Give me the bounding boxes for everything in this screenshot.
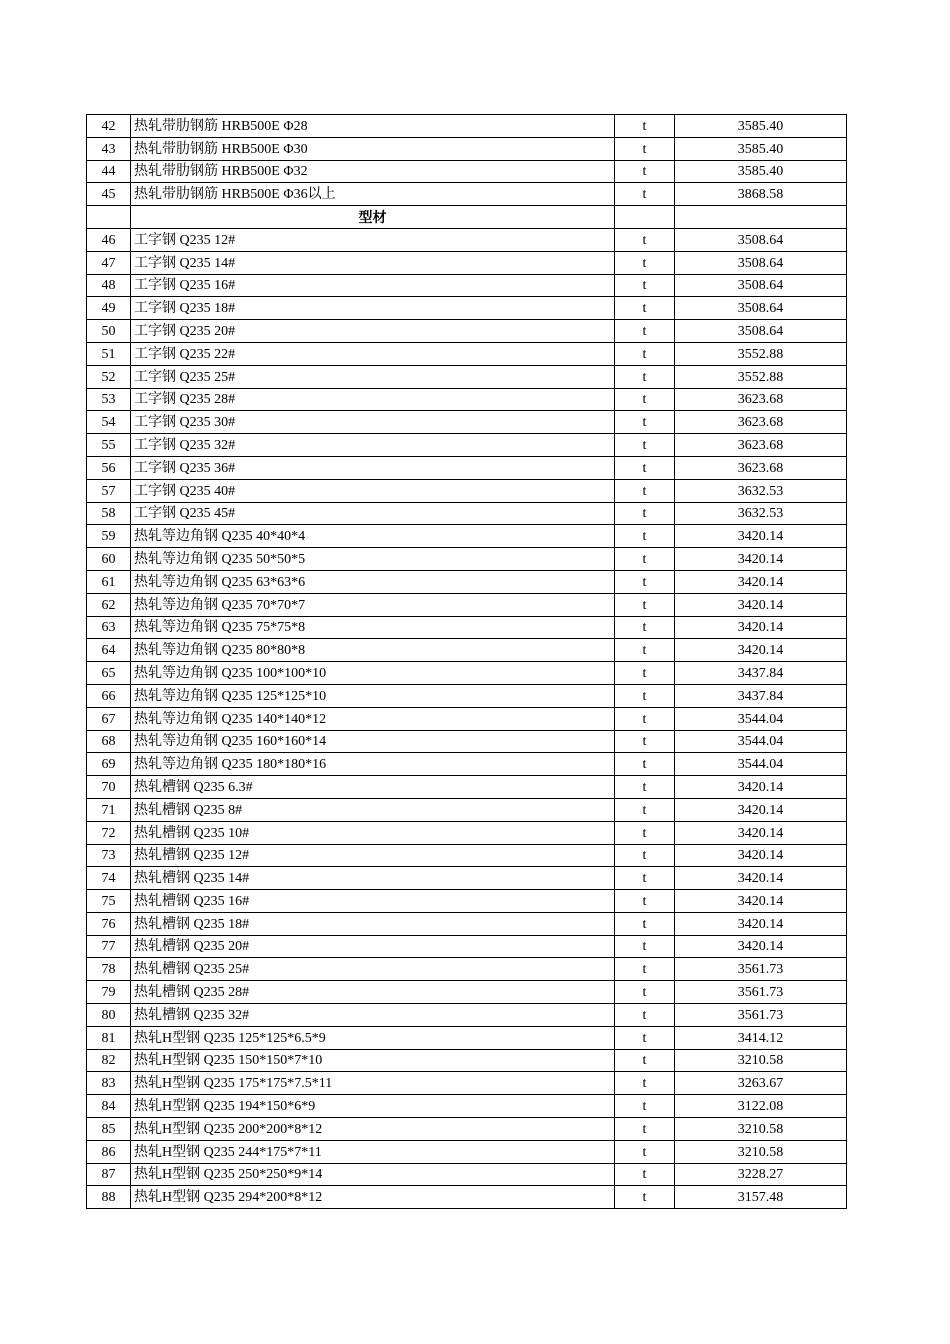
item-unit: t	[615, 1140, 675, 1163]
item-price: 3420.14	[675, 616, 847, 639]
item-price: 3508.64	[675, 274, 847, 297]
item-price: 3544.04	[675, 730, 847, 753]
table-row	[87, 707, 847, 730]
table-row	[87, 115, 847, 138]
item-name: 热轧等边角钢 Q235 80*80*8	[131, 639, 615, 662]
item-price: 3228.27	[675, 1163, 847, 1186]
price-table-body	[87, 115, 847, 1209]
item-unit: t	[615, 1163, 675, 1186]
item-name: 工字钢 Q235 20#	[131, 320, 615, 343]
price-table	[86, 114, 847, 1209]
row-number: 62	[87, 593, 131, 616]
item-price: 3210.58	[675, 1140, 847, 1163]
item-unit: t	[615, 616, 675, 639]
item-price: 3561.73	[675, 981, 847, 1004]
item-name: 热轧等边角钢 Q235 125*125*10	[131, 684, 615, 707]
item-name: 热轧槽钢 Q235 10#	[131, 821, 615, 844]
item-name: 工字钢 Q235 36#	[131, 456, 615, 479]
item-name: 工字钢 Q235 16#	[131, 274, 615, 297]
item-price: 3585.40	[675, 160, 847, 183]
table-row	[87, 160, 847, 183]
item-price: 3420.14	[675, 525, 847, 548]
row-number: 61	[87, 570, 131, 593]
row-number: 87	[87, 1163, 131, 1186]
item-unit: t	[615, 1072, 675, 1095]
item-name: 热轧H型钢 Q235 194*150*6*9	[131, 1095, 615, 1118]
item-unit: t	[615, 730, 675, 753]
item-name: 热轧等边角钢 Q235 75*75*8	[131, 616, 615, 639]
row-number: 72	[87, 821, 131, 844]
table-row	[87, 935, 847, 958]
item-name: 热轧槽钢 Q235 16#	[131, 890, 615, 913]
item-name: 热轧带肋钢筋 HRB500E Φ36以上	[131, 183, 615, 206]
item-price: 3623.68	[675, 456, 847, 479]
item-name: 工字钢 Q235 12#	[131, 228, 615, 251]
table-row	[87, 1095, 847, 1118]
table-row	[87, 639, 847, 662]
table-row	[87, 1072, 847, 1095]
item-name: 热轧等边角钢 Q235 160*160*14	[131, 730, 615, 753]
item-price: 3420.14	[675, 548, 847, 571]
row-number: 49	[87, 297, 131, 320]
section-unit-cell	[615, 206, 675, 229]
table-row	[87, 730, 847, 753]
item-price: 3420.14	[675, 798, 847, 821]
item-unit: t	[615, 798, 675, 821]
item-price: 3210.58	[675, 1118, 847, 1141]
item-unit: t	[615, 365, 675, 388]
item-name: 热轧槽钢 Q235 28#	[131, 981, 615, 1004]
row-number: 60	[87, 548, 131, 571]
item-unit: t	[615, 1049, 675, 1072]
row-number: 69	[87, 753, 131, 776]
item-name: 热轧槽钢 Q235 8#	[131, 798, 615, 821]
item-price: 3420.14	[675, 639, 847, 662]
item-price: 3561.73	[675, 1004, 847, 1027]
table-row	[87, 434, 847, 457]
row-number: 59	[87, 525, 131, 548]
item-name: 热轧H型钢 Q235 150*150*7*10	[131, 1049, 615, 1072]
item-unit: t	[615, 115, 675, 138]
item-price: 3420.14	[675, 867, 847, 890]
item-price: 3210.58	[675, 1049, 847, 1072]
item-name: 工字钢 Q235 30#	[131, 411, 615, 434]
row-number: 50	[87, 320, 131, 343]
table-row	[87, 1118, 847, 1141]
row-number: 82	[87, 1049, 131, 1072]
item-name: 工字钢 Q235 14#	[131, 251, 615, 274]
table-row	[87, 1186, 847, 1209]
item-name: 热轧H型钢 Q235 250*250*9*14	[131, 1163, 615, 1186]
table-row	[87, 662, 847, 685]
item-name: 热轧等边角钢 Q235 100*100*10	[131, 662, 615, 685]
table-row	[87, 183, 847, 206]
item-price: 3420.14	[675, 912, 847, 935]
item-price: 3420.14	[675, 935, 847, 958]
item-price: 3437.84	[675, 684, 847, 707]
item-name: 热轧H型钢 Q235 200*200*8*12	[131, 1118, 615, 1141]
item-name: 热轧H型钢 Q235 294*200*8*12	[131, 1186, 615, 1209]
item-price: 3508.64	[675, 320, 847, 343]
item-price: 3623.68	[675, 411, 847, 434]
item-price: 3508.64	[675, 251, 847, 274]
table-row	[87, 137, 847, 160]
item-name: 工字钢 Q235 40#	[131, 479, 615, 502]
item-unit: t	[615, 1095, 675, 1118]
item-unit: t	[615, 388, 675, 411]
row-number: 52	[87, 365, 131, 388]
table-row	[87, 228, 847, 251]
item-price: 3420.14	[675, 844, 847, 867]
item-unit: t	[615, 342, 675, 365]
row-number: 53	[87, 388, 131, 411]
item-name: 热轧等边角钢 Q235 140*140*12	[131, 707, 615, 730]
item-unit: t	[615, 639, 675, 662]
item-name: 工字钢 Q235 18#	[131, 297, 615, 320]
item-unit: t	[615, 1118, 675, 1141]
table-row	[87, 388, 847, 411]
item-price: 3552.88	[675, 365, 847, 388]
table-row	[87, 1049, 847, 1072]
item-price: 3561.73	[675, 958, 847, 981]
row-number: 47	[87, 251, 131, 274]
row-number: 68	[87, 730, 131, 753]
item-name: 热轧H型钢 Q235 244*175*7*11	[131, 1140, 615, 1163]
row-number: 46	[87, 228, 131, 251]
item-unit: t	[615, 137, 675, 160]
row-number: 43	[87, 137, 131, 160]
table-row	[87, 821, 847, 844]
item-unit: t	[615, 753, 675, 776]
item-unit: t	[615, 684, 675, 707]
item-name: 热轧等边角钢 Q235 180*180*16	[131, 753, 615, 776]
row-number: 75	[87, 890, 131, 913]
item-price: 3508.64	[675, 297, 847, 320]
item-unit: t	[615, 958, 675, 981]
row-number: 66	[87, 684, 131, 707]
item-price: 3508.64	[675, 228, 847, 251]
item-price: 3420.14	[675, 776, 847, 799]
row-number: 81	[87, 1026, 131, 1049]
table-row	[87, 1026, 847, 1049]
table-row	[87, 1140, 847, 1163]
item-unit: t	[615, 456, 675, 479]
item-price: 3585.40	[675, 137, 847, 160]
row-number: 83	[87, 1072, 131, 1095]
table-row	[87, 958, 847, 981]
table-row	[87, 798, 847, 821]
item-unit: t	[615, 776, 675, 799]
row-number: 64	[87, 639, 131, 662]
item-unit: t	[615, 981, 675, 1004]
row-number: 57	[87, 479, 131, 502]
item-unit: t	[615, 890, 675, 913]
item-price: 3632.53	[675, 502, 847, 525]
item-unit: t	[615, 251, 675, 274]
item-name: 热轧槽钢 Q235 6.3#	[131, 776, 615, 799]
item-price: 3585.40	[675, 115, 847, 138]
item-unit: t	[615, 593, 675, 616]
table-row	[87, 1163, 847, 1186]
table-row	[87, 616, 847, 639]
row-number: 67	[87, 707, 131, 730]
table-row	[87, 456, 847, 479]
row-number: 88	[87, 1186, 131, 1209]
item-unit: t	[615, 160, 675, 183]
row-number: 80	[87, 1004, 131, 1027]
row-number: 54	[87, 411, 131, 434]
table-row	[87, 274, 847, 297]
item-price: 3263.67	[675, 1072, 847, 1095]
item-price: 3420.14	[675, 890, 847, 913]
item-name: 热轧槽钢 Q235 18#	[131, 912, 615, 935]
item-unit: t	[615, 935, 675, 958]
row-number: 51	[87, 342, 131, 365]
item-unit: t	[615, 867, 675, 890]
table-row	[87, 684, 847, 707]
item-name: 热轧槽钢 Q235 12#	[131, 844, 615, 867]
item-name: 工字钢 Q235 45#	[131, 502, 615, 525]
item-name: 工字钢 Q235 28#	[131, 388, 615, 411]
table-row	[87, 570, 847, 593]
item-price: 3414.12	[675, 1026, 847, 1049]
item-price: 3544.04	[675, 753, 847, 776]
row-number: 86	[87, 1140, 131, 1163]
table-row	[87, 320, 847, 343]
table-row	[87, 479, 847, 502]
item-unit: t	[615, 502, 675, 525]
row-number: 74	[87, 867, 131, 890]
row-number: 58	[87, 502, 131, 525]
row-number: 44	[87, 160, 131, 183]
item-name: 工字钢 Q235 22#	[131, 342, 615, 365]
item-unit: t	[615, 821, 675, 844]
item-unit: t	[615, 707, 675, 730]
row-number: 56	[87, 456, 131, 479]
item-name: 热轧带肋钢筋 HRB500E Φ30	[131, 137, 615, 160]
item-unit: t	[615, 525, 675, 548]
item-unit: t	[615, 1026, 675, 1049]
section-price-cell	[675, 206, 847, 229]
item-name: 热轧等边角钢 Q235 50*50*5	[131, 548, 615, 571]
item-price: 3868.58	[675, 183, 847, 206]
item-name: 热轧槽钢 Q235 32#	[131, 1004, 615, 1027]
item-unit: t	[615, 1186, 675, 1209]
table-row	[87, 251, 847, 274]
item-name: 热轧带肋钢筋 HRB500E Φ32	[131, 160, 615, 183]
row-number: 45	[87, 183, 131, 206]
item-price: 3122.08	[675, 1095, 847, 1118]
item-price: 3623.68	[675, 434, 847, 457]
item-name: 热轧等边角钢 Q235 40*40*4	[131, 525, 615, 548]
table-row	[87, 411, 847, 434]
item-unit: t	[615, 411, 675, 434]
row-number: 55	[87, 434, 131, 457]
item-name: 热轧等边角钢 Q235 63*63*6	[131, 570, 615, 593]
item-price: 3420.14	[675, 821, 847, 844]
item-name: 热轧槽钢 Q235 14#	[131, 867, 615, 890]
table-row	[87, 912, 847, 935]
table-row	[87, 342, 847, 365]
table-row	[87, 753, 847, 776]
row-number: 77	[87, 935, 131, 958]
item-name: 工字钢 Q235 32#	[131, 434, 615, 457]
row-number: 65	[87, 662, 131, 685]
row-number: 76	[87, 912, 131, 935]
row-number: 48	[87, 274, 131, 297]
table-row	[87, 867, 847, 890]
item-unit: t	[615, 434, 675, 457]
table-row	[87, 890, 847, 913]
item-unit: t	[615, 479, 675, 502]
item-unit: t	[615, 844, 675, 867]
table-row	[87, 1004, 847, 1027]
row-number: 42	[87, 115, 131, 138]
row-number: 78	[87, 958, 131, 981]
table-row	[87, 981, 847, 1004]
row-number: 84	[87, 1095, 131, 1118]
row-number: 70	[87, 776, 131, 799]
section-title: 型材	[131, 206, 615, 229]
table-row	[87, 844, 847, 867]
item-unit: t	[615, 662, 675, 685]
item-name: 工字钢 Q235 25#	[131, 365, 615, 388]
item-price: 3544.04	[675, 707, 847, 730]
item-name: 热轧H型钢 Q235 175*175*7.5*11	[131, 1072, 615, 1095]
table-row	[87, 365, 847, 388]
item-unit: t	[615, 297, 675, 320]
item-unit: t	[615, 570, 675, 593]
item-price: 3437.84	[675, 662, 847, 685]
item-price: 3623.68	[675, 388, 847, 411]
item-price: 3632.53	[675, 479, 847, 502]
table-row	[87, 593, 847, 616]
item-unit: t	[615, 548, 675, 571]
item-name: 热轧带肋钢筋 HRB500E Φ28	[131, 115, 615, 138]
row-number: 63	[87, 616, 131, 639]
row-number: 73	[87, 844, 131, 867]
item-unit: t	[615, 228, 675, 251]
item-unit: t	[615, 274, 675, 297]
table-row	[87, 776, 847, 799]
section-row	[87, 206, 847, 229]
item-price: 3420.14	[675, 570, 847, 593]
item-name: 热轧槽钢 Q235 25#	[131, 958, 615, 981]
table-row	[87, 502, 847, 525]
item-unit: t	[615, 183, 675, 206]
item-price: 3420.14	[675, 593, 847, 616]
item-name: 热轧槽钢 Q235 20#	[131, 935, 615, 958]
item-unit: t	[615, 912, 675, 935]
item-unit: t	[615, 320, 675, 343]
table-row	[87, 525, 847, 548]
item-name: 热轧H型钢 Q235 125*125*6.5*9	[131, 1026, 615, 1049]
row-number: 85	[87, 1118, 131, 1141]
item-name: 热轧等边角钢 Q235 70*70*7	[131, 593, 615, 616]
section-no-cell	[87, 206, 131, 229]
item-price: 3157.48	[675, 1186, 847, 1209]
item-unit: t	[615, 1004, 675, 1027]
table-row	[87, 548, 847, 571]
row-number: 71	[87, 798, 131, 821]
item-price: 3552.88	[675, 342, 847, 365]
row-number: 79	[87, 981, 131, 1004]
table-row	[87, 297, 847, 320]
